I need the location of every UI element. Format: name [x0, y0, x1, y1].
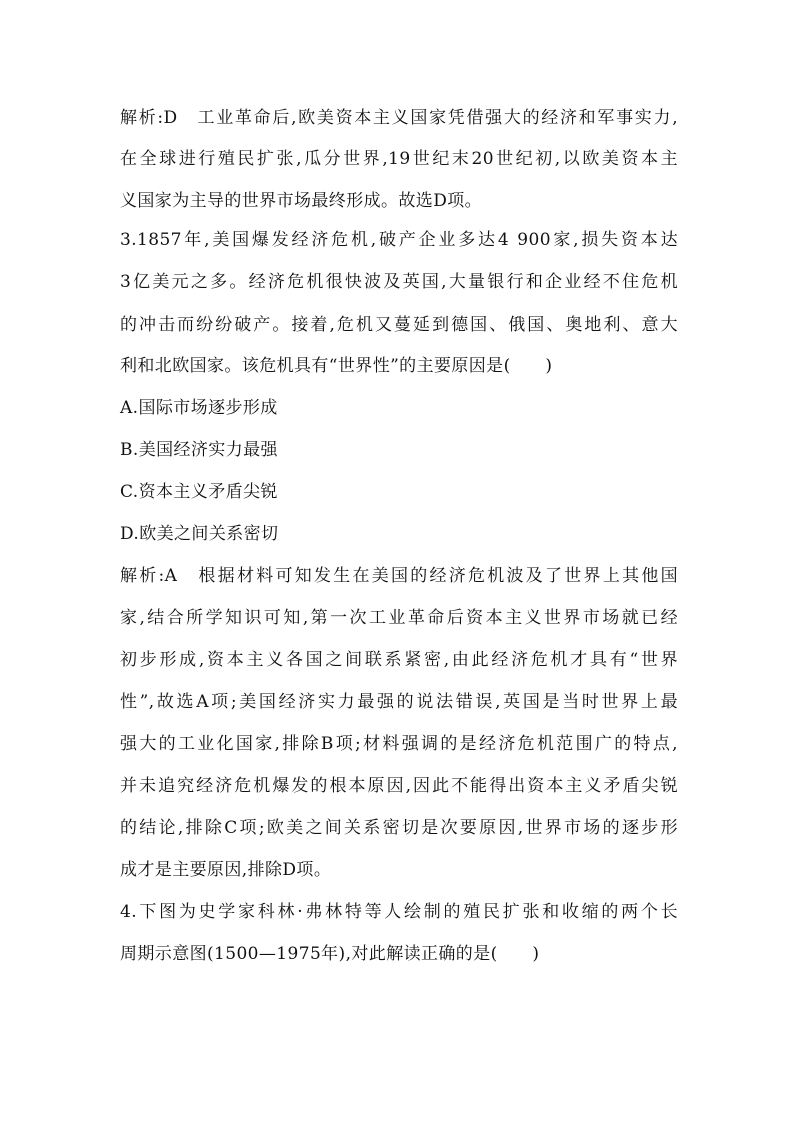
analysis-3-line-2: 家,结合所学知识可知,第一次工业革命后资本主义世界市场就已经: [120, 608, 678, 628]
option-b: B.美国经济实力最强: [120, 440, 278, 460]
question-4-line-1: 4.下图为史学家科林·弗林特等人绘制的殖民扩张和收缩的两个长: [120, 902, 678, 922]
question-3-line-1: 3.1857年,美国爆发经济危机,破产企业多达4 900家,损失资本达: [120, 230, 678, 250]
analysis-3-line-6: 并未追究经济危机爆发的根本原因,因此不能得出资本主义矛盾尖锐: [120, 776, 678, 796]
analysis-3-line-1: 解析:A 根据材料可知发生在美国的经济危机波及了世界上其他国: [120, 566, 678, 586]
analysis-3-line-3: 初步形成,资本主义各国之间联系紧密,由此经济危机才具有“世界: [120, 650, 678, 670]
analysis-3-line-7: 的结论,排除C项;欧美之间关系密切是次要原因,世界市场的逐步形: [120, 818, 678, 838]
option-a: A.国际市场逐步形成: [120, 398, 278, 418]
analysis-3-line-5: 强大的工业化国家,排除B项;材料强调的是经济危机范围广的特点,: [120, 734, 678, 754]
question-3-line-4: 利和北欧国家。该危机具有“世界性”的主要原因是( ): [120, 356, 553, 376]
analysis-2-line-3: 义国家为主导的世界市场最终形成。故选D项。: [120, 191, 483, 211]
analysis-3-line-4: 性”,故选A项;美国经济实力最强的说法错误,英国是当时世界上最: [120, 692, 678, 712]
analysis-2-line-1: 解析:D 工业革命后,欧美资本主义国家凭借强大的经济和军事实力,: [120, 108, 678, 128]
option-c: C.资本主义矛盾尖锐: [120, 482, 278, 502]
question-4-line-2: 周期示意图(1500—1975年),对此解读正确的是( ): [120, 944, 540, 964]
question-3-line-3: 的冲击而纷纷破产。接着,危机又蔓延到德国、俄国、奥地利、意大: [120, 315, 678, 335]
option-d: D.欧美之间关系密切: [120, 524, 279, 544]
question-3-line-2: 3亿美元之多。经济危机很快波及英国,大量银行和企业经不住危机: [120, 272, 678, 292]
analysis-3-line-8: 成才是主要原因,排除D项。: [120, 860, 332, 880]
analysis-2-line-2: 在全球进行殖民扩张,瓜分世界,19世纪末20世纪初,以欧美资本主: [120, 149, 678, 169]
